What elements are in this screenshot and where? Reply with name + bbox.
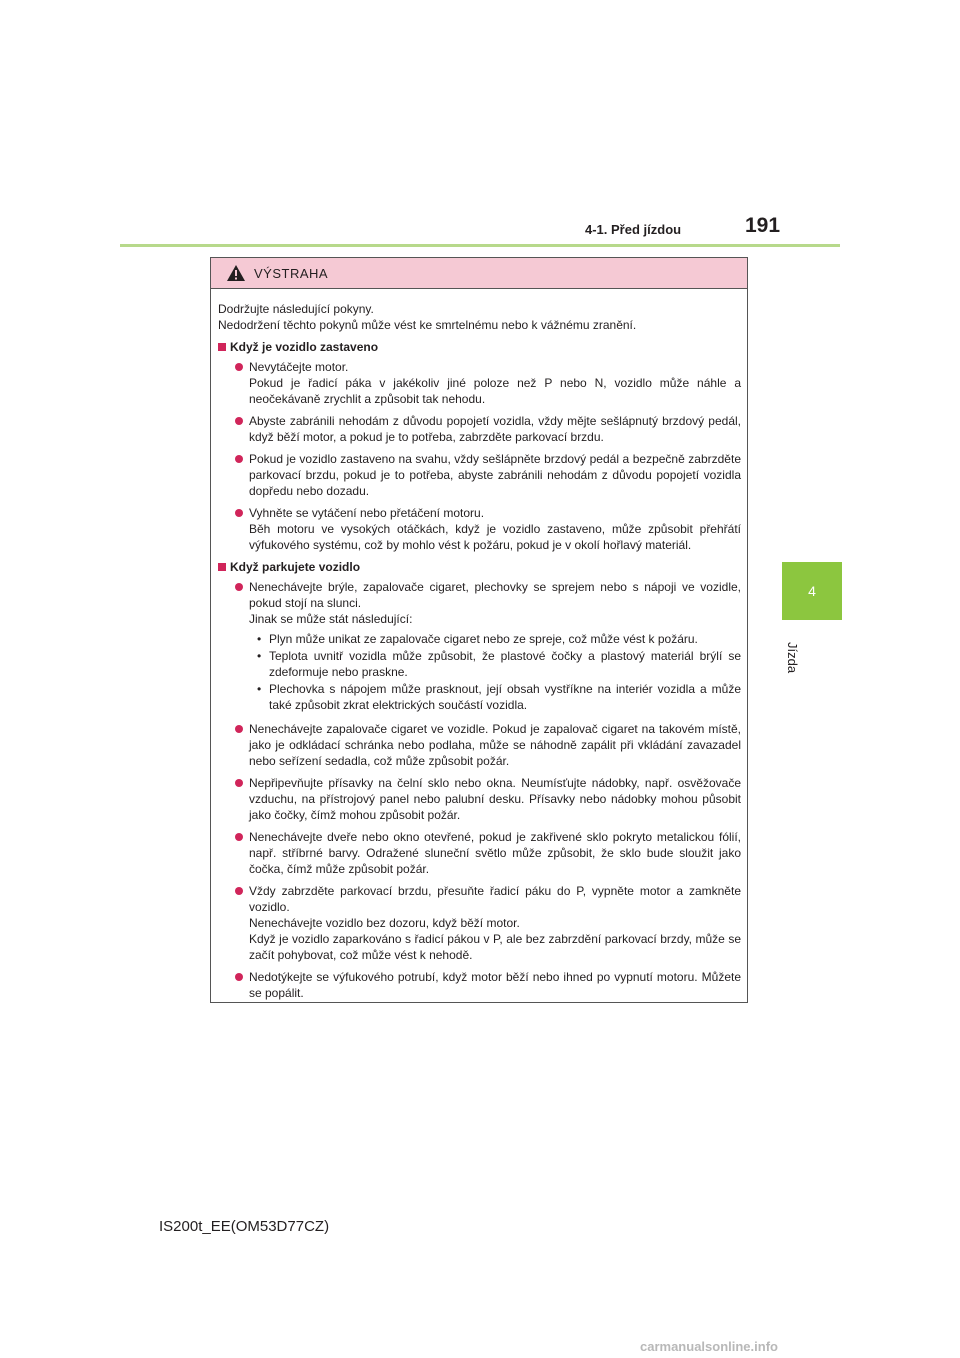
square-bullet-icon bbox=[218, 563, 226, 571]
item-text: Vždy zabrzděte parkovací brzdu, přesuňte řadicí páku do P, vypněte motor a zamkněte vozidlo. Nenechávejte vozidlo bez dozoru, když běží motor. Když je vozidlo zaparkováno s řadicí pákou v P, ale bez zabrzdění parkovací brzdy, může se začít pohybovat, což může vést k nehodě. bbox=[249, 884, 741, 962]
round-bullet-icon bbox=[235, 779, 243, 787]
warning-header bbox=[211, 258, 747, 289]
item-text: Abyste zabránili nehodám z důvodu popojetí vozidla, vždy mějte sešlápnutý brzdový pedál, když běží motor, a pokud je to potřeba, zabrzděte parkovací brzdu. bbox=[249, 414, 741, 444]
section-heading: Když je vozidlo zastaveno bbox=[218, 339, 741, 355]
list-item bbox=[235, 829, 741, 877]
sub-bullet-icon: • bbox=[257, 682, 262, 696]
manual-code: IS200t_EE(OM53D77CZ) bbox=[159, 1218, 330, 1235]
list-item bbox=[235, 413, 741, 445]
sub-bullet-icon: • bbox=[257, 632, 262, 646]
sub-list-item: • Plyn může unikat ze zapalovače cigaret nebo ze spreje, což může vést k požáru. bbox=[257, 632, 698, 646]
round-bullet-icon bbox=[235, 583, 243, 591]
square-bullet-icon bbox=[218, 343, 226, 351]
item-text: Nenechávejte zapalovače cigaret ve vozidle. Pokud je zapalovač cigaret na takovém místě, jako je odkládací schránka nebo podlaha, může se náhodně zapálit při vkládání zavazadel nebo seřízení sedadla, což může způsobit požár. bbox=[249, 722, 741, 768]
item-text: Nedotýkejte se výfukového potrubí, když motor běží nebo ihned po vypnutí motoru. Můžete se popálit. bbox=[249, 970, 741, 1000]
round-bullet-icon bbox=[235, 973, 243, 981]
round-bullet-icon bbox=[235, 887, 243, 895]
sub-list-item: • Teplota uvnitř vozidla může způsobit, že plastové čočky a plastový materiál brýlí se zdeformuje nebo praskne. bbox=[257, 649, 741, 679]
list-item bbox=[235, 451, 741, 499]
item-text: Pokud je vozidlo zastaveno na svahu, vždy sešlápněte brzdový pedál a bezpečně zabrzděte parkovací brzdu, pokud je to potřeba, abyste zabránili nehodám z důvodu popojetí vozidla dopředu nebo dozadu. bbox=[249, 452, 741, 498]
chapter-tab bbox=[782, 562, 842, 620]
warning-intro bbox=[218, 301, 741, 333]
list-item bbox=[235, 505, 741, 553]
sub-list-item: • Plechovka s nápojem může prasknout, její obsah vystříkne na interiér vozidla a může také způsobit zkrat elektrických součástí vozidla. bbox=[257, 682, 741, 712]
item-text: Nenechávejte dveře nebo okno otevřené, pokud je zakřivené sklo pokryto metalickou fólií, např. stříbrné barvy. Odražené sluneční světlo může způsobit, že sklo bude sloužit jako čočka, čímž může způsobit požár. bbox=[249, 830, 741, 876]
warning-title: VÝSTRAHA bbox=[254, 265, 329, 281]
round-bullet-icon bbox=[235, 509, 243, 517]
list-item bbox=[235, 775, 741, 823]
round-bullet-icon bbox=[235, 833, 243, 841]
list-item bbox=[235, 721, 741, 769]
item-text: Nenechávejte brýle, zapalovače cigaret, plechovky se sprejem nebo s nápoji ve vozidle, pokud stojí na slunci. Jinak se může stát následující: bbox=[249, 580, 741, 626]
item-text: Nepřipevňujte přísavky na čelní sklo nebo okna. Neumísťujte nádobky, např. osvěžovače vzduchu, na přístrojový panel nebo palubní desku. Přísavky nebo nádobky mohou působit jako čočky, čímž mohou způsobit požár. bbox=[249, 776, 741, 822]
list-item bbox=[235, 579, 741, 715]
warning-box bbox=[210, 257, 748, 1003]
item-text: Nevytáčejte motor. Pokud je řadicí páka v jakékoliv jiné poloze než P nebo N, vozidlo může náhle a neočekávaně zrychlit a způsobit tak nehodu. bbox=[249, 360, 741, 406]
list-item bbox=[235, 969, 741, 1001]
chapter-label: Jízda bbox=[785, 642, 800, 674]
warning-triangle-icon bbox=[226, 264, 246, 282]
warning-body bbox=[211, 289, 747, 1001]
watermark: carmanualsonline.info bbox=[640, 1339, 778, 1354]
chapter-number: 4 bbox=[808, 583, 816, 599]
header-divider bbox=[120, 244, 840, 247]
list-item bbox=[235, 883, 741, 963]
page-number: 191 bbox=[745, 214, 781, 237]
item-text: Vyhněte se vytáčení nebo přetáčení motoru. Běh motoru ve vysokých otáčkách, když je vozidlo zastaveno, může způsobit přehřátí výfukového systému, což by mohlo vést k požáru, pokud je v okolí hořlavý materiál. bbox=[249, 506, 741, 552]
list-item bbox=[235, 359, 741, 407]
intro-line: Nedodržení těchto pokynů může vést ke smrtelnému nebo k vážnému zranění. bbox=[218, 318, 637, 332]
section-title: 4-1. Před jízdou bbox=[585, 222, 682, 237]
intro-line: Dodržujte následující pokyny. bbox=[218, 302, 374, 316]
round-bullet-icon bbox=[235, 455, 243, 463]
round-bullet-icon bbox=[235, 363, 243, 371]
sub-list bbox=[249, 631, 741, 713]
round-bullet-icon bbox=[235, 417, 243, 425]
section-heading: Když parkujete vozidlo bbox=[218, 559, 741, 575]
sub-bullet-icon: • bbox=[257, 649, 262, 663]
round-bullet-icon bbox=[235, 725, 243, 733]
